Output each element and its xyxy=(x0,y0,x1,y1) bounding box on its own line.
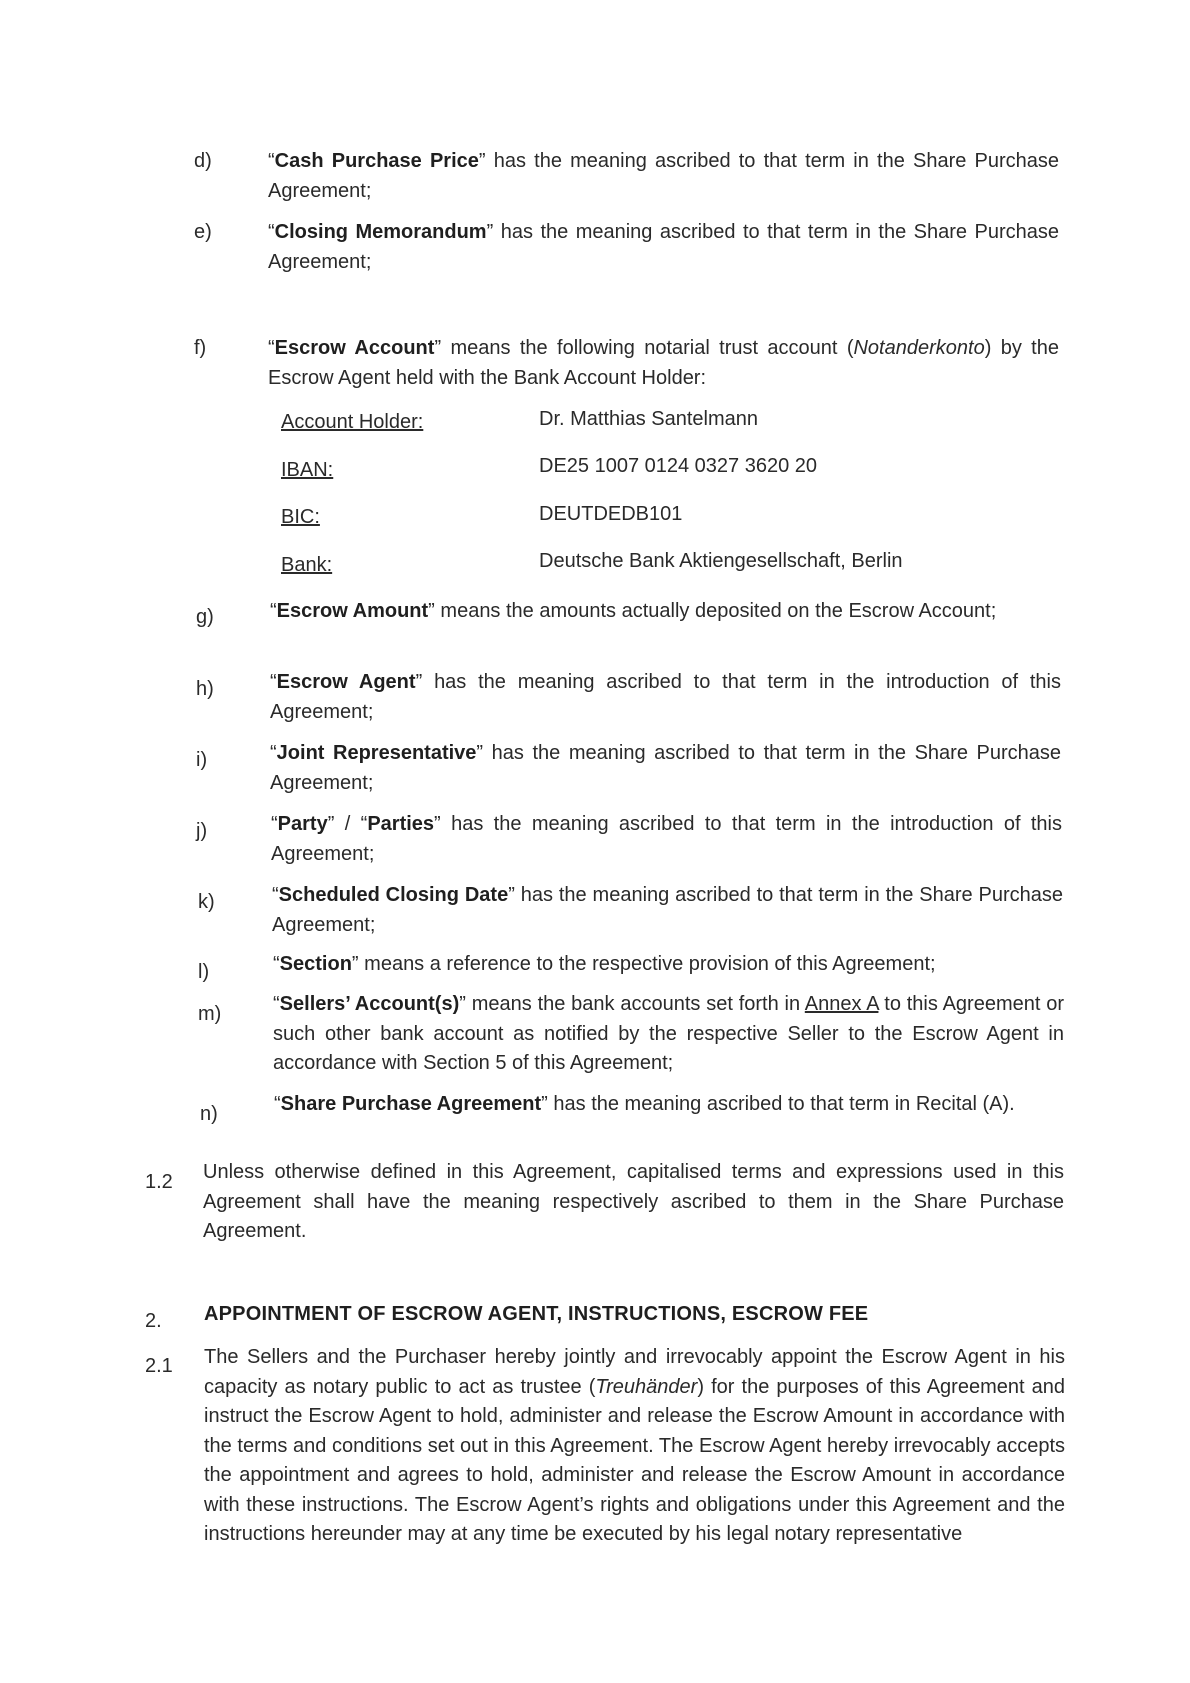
definition-label: i) xyxy=(196,749,208,771)
bic-label: BIC: xyxy=(281,506,320,528)
definition-label: d) xyxy=(194,150,212,172)
iban-label: IBAN: xyxy=(281,459,334,481)
definition-label: h) xyxy=(196,678,214,700)
defined-term: Escrow Amount xyxy=(276,600,429,622)
clause-number: 1.2 xyxy=(145,1171,173,1193)
annex-a-reference: Annex A xyxy=(804,993,879,1015)
definition-text: “Escrow Account” means the following notarial trust account (Notanderkonto) by the Escrow Agent held with the Bank Account Holder: xyxy=(268,337,1059,389)
account-holder-label: Account Holder: xyxy=(281,411,424,433)
defined-term: Sellers’ Account(s) xyxy=(279,993,460,1015)
definition-label: j) xyxy=(196,820,208,842)
definition-text: “Share Purchase Agreement” has the meaning ascribed to that term in Recital (A). xyxy=(274,1093,1015,1115)
definition-text: “Sellers’ Account(s)” means the bank accounts set forth in Annex A to this Agreement or such other bank account as notified by the respective Seller to the Escrow Agent in accordance with Section 5 of this Agreement; xyxy=(273,993,1064,1074)
defined-term: Share Purchase Agreement xyxy=(280,1093,542,1115)
definition-text: “Closing Memorandum” has the meaning ascribed to that term in the Share Purchase Agreement; xyxy=(268,221,1059,273)
definition-label: n) xyxy=(200,1103,218,1125)
clause-1-2-text: Unless otherwise defined in this Agreement, capitalised terms and expressions used in this Agreement shall have the meaning respectively ascribed to them in the Share Purchase Agreement. xyxy=(203,1161,1064,1242)
defined-term: Escrow Account xyxy=(274,337,435,359)
definition-label: l) xyxy=(198,961,210,983)
definition-label: e) xyxy=(194,221,212,243)
definition-label: k) xyxy=(198,891,215,913)
definition-label: g) xyxy=(196,606,214,628)
iban-value: DE25 1007 0124 0327 3620 20 xyxy=(539,455,818,477)
bic-value: DEUTDEDB101 xyxy=(539,503,683,525)
defined-term: Parties xyxy=(367,813,435,835)
defined-term: Section xyxy=(279,953,352,975)
account-holder-value: Dr. Matthias Santelmann xyxy=(539,408,758,430)
definition-text: “Escrow Agent” has the meaning ascribed to that term in the introduction of this Agreement; xyxy=(270,671,1062,723)
clause-2-1-text: The Sellers and the Purchaser hereby jointly and irrevocably appoint the Escrow Agent in his capacity as notary public to act as trustee (Treuhänder) for the purposes of this Agreement and instruct the Escrow Agent to hold, administer and release the Escrow Amount in accordance with the terms and conditions set out in this Agreement. The Escrow Agent hereby irrevocably accepts the appointment and agrees to hold, administer and release the Escrow Amount in accordance with these instructions. The Escrow Agent’s rights and obligations under this Agreement and the instructions hereunder may at any time be executed by his legal notary representative xyxy=(204,1346,1065,1545)
bank-value: Deutsche Bank Aktiengesellschaft, Berlin xyxy=(539,550,903,572)
defined-term: Escrow Agent xyxy=(276,671,416,693)
clause-number: 2.1 xyxy=(145,1355,173,1377)
definition-text: “Cash Purchase Price” has the meaning ascribed to that term in the Share Purchase Agreement; xyxy=(268,150,1060,202)
section-number: 2. xyxy=(145,1310,162,1332)
bank-label: Bank: xyxy=(281,554,333,576)
defined-term: Scheduled Closing Date xyxy=(278,884,509,906)
section-heading: APPOINTMENT OF ESCROW AGENT, INSTRUCTIONS, ESCROW FEE xyxy=(204,1303,869,1325)
definition-text: “Scheduled Closing Date” has the meaning ascribed to that term in the Share Purchase Agreement; xyxy=(272,884,1064,936)
definition-text: “Section” means a reference to the respective provision of this Agreement; xyxy=(273,953,936,975)
defined-term: Closing Memorandum xyxy=(274,221,487,243)
definition-text: “Party” / “Parties” has the meaning ascribed to that term in the introduction of this Agreement; xyxy=(271,813,1062,865)
definition-label: m) xyxy=(198,1003,222,1025)
definition-label: f) xyxy=(194,337,207,359)
defined-term: Party xyxy=(277,813,328,835)
defined-term: Joint Representative xyxy=(276,742,477,764)
defined-term: Cash Purchase Price xyxy=(274,150,479,172)
definition-text: “Escrow Amount” means the amounts actually deposited on the Escrow Account; xyxy=(270,600,997,622)
definition-text: “Joint Representative” has the meaning ascribed to that term in the Share Purchase Agreement; xyxy=(270,742,1062,794)
